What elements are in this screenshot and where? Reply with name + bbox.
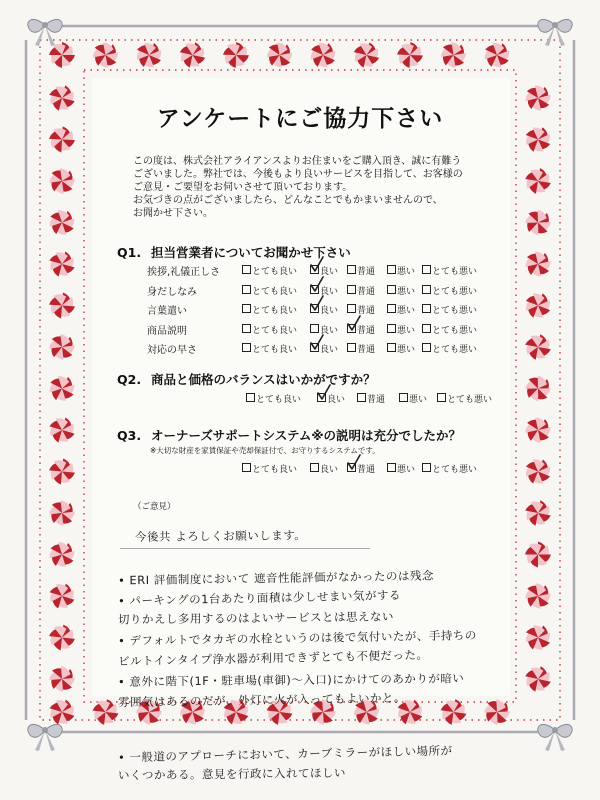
q1-option[interactable]	[242, 303, 297, 316]
pinwheel-ornament	[520, 329, 556, 365]
remark-line: • デフォルトでタカギの水栓というのは後で気付いたが、手持ちの	[117, 628, 477, 648]
option-label: 悪い	[397, 286, 416, 297]
option-label: 普通	[357, 465, 376, 475]
checkbox[interactable]	[422, 304, 431, 313]
checkbox[interactable]	[310, 463, 319, 472]
option-label: 良い	[327, 395, 346, 405]
q1-option[interactable]	[242, 342, 297, 355]
option-label: 普通	[357, 267, 376, 277]
option-label: とても悪い	[432, 345, 478, 355]
q3-option[interactable]	[347, 462, 375, 475]
checkbox[interactable]	[242, 324, 251, 333]
option-label: 普通	[357, 286, 376, 297]
checkbox[interactable]	[242, 463, 251, 472]
q1-option[interactable]	[422, 342, 477, 355]
q3-question: オーナーズサポートシステム※の説明は充分でしたか？	[151, 428, 462, 443]
pinwheel-ornament	[45, 620, 79, 654]
intro-line: お聞かせ下さい。	[133, 208, 213, 219]
q3-option[interactable]	[242, 462, 297, 475]
q2-number: Q2.	[117, 372, 142, 387]
q1-option[interactable]	[422, 284, 477, 297]
checkmark-icon	[309, 256, 325, 274]
checkbox[interactable]	[422, 343, 431, 352]
checkbox[interactable]	[310, 324, 319, 333]
q2-heading	[117, 370, 376, 388]
checkmark-icon	[316, 384, 332, 402]
option-label: 悪い	[397, 325, 416, 336]
pinwheel-ornament	[516, 201, 560, 245]
remark-line: 切りかえし多用するのはよいサービスとは思えない	[117, 609, 395, 627]
q2-option[interactable]	[357, 392, 385, 405]
option-label: 悪い	[397, 306, 416, 316]
pinwheel-ornament	[41, 202, 83, 244]
q2-option[interactable]	[399, 392, 427, 405]
option-label: とても悪い	[432, 465, 478, 475]
q1-number: Q1.	[117, 245, 142, 260]
pinwheel-ornament	[43, 693, 82, 732]
remark-line: ビルトインタイプ浄水器が利用できずとても不便だった。	[117, 647, 429, 669]
pinwheel-ornament	[43, 577, 82, 616]
pinwheel-ornament	[516, 574, 559, 617]
checkbox[interactable]	[387, 463, 396, 472]
q1-option[interactable]	[242, 284, 297, 297]
pinwheel-ornament	[43, 411, 81, 449]
option-label: 良い	[320, 325, 339, 336]
pinwheel-ornament	[520, 163, 556, 199]
checkbox[interactable]	[357, 393, 366, 402]
option-label: 悪い	[397, 465, 416, 475]
option-label: 良い	[320, 306, 339, 316]
q3-option[interactable]	[310, 462, 338, 475]
q3-number: Q3.	[117, 428, 142, 443]
q1-option[interactable]	[347, 342, 375, 355]
pinwheel-ornament	[40, 491, 84, 535]
q1-option[interactable]	[242, 264, 297, 277]
pinwheel-ornament	[129, 35, 170, 76]
checkbox[interactable]	[422, 285, 431, 294]
pinwheel-ornament	[41, 368, 83, 410]
option-label: とても良い	[252, 325, 298, 336]
q2-option[interactable]	[437, 392, 492, 405]
intro-line: この度は、株式会社アライアンスよりお住まいをご購入頂き、誠に有難う	[133, 156, 462, 167]
option-label: 普通	[357, 325, 376, 336]
pinwheel-ornament	[348, 36, 385, 73]
checkbox[interactable]	[246, 393, 255, 402]
pinwheel-ornament	[475, 690, 519, 734]
pinwheel-ornament	[41, 533, 83, 575]
pinwheel-ornament	[40, 657, 84, 701]
remark-line: • ERI 評価制度において 遮音性能評価がなかったのは残念	[117, 568, 434, 588]
pinwheel-ornament	[40, 159, 84, 203]
checkbox[interactable]	[242, 285, 251, 294]
pinwheel-ornament	[518, 285, 558, 325]
option-label: とても良い	[252, 306, 298, 316]
option-label: 良い	[320, 345, 339, 355]
q1-row	[147, 340, 497, 356]
checkbox[interactable]	[387, 324, 396, 333]
q1-question: 担当営業者についてお聞かせ下さい	[151, 245, 351, 260]
remarks-underline	[120, 548, 370, 549]
option-label: とても良い	[252, 286, 298, 297]
pinwheel-ornament	[394, 39, 426, 71]
q1-label: 身だしなみ	[147, 286, 197, 298]
checkbox[interactable]	[387, 285, 396, 294]
intro-line: ご意見・ご要望をお伺いさせて頂いております。	[133, 182, 353, 193]
q2-option[interactable]	[246, 392, 301, 405]
q3-heading	[117, 426, 461, 444]
option-label: 普通	[367, 395, 386, 405]
option-label: 悪い	[409, 395, 428, 405]
q1-option[interactable]	[387, 264, 415, 277]
pinwheel-ornament	[40, 325, 84, 369]
checkbox[interactable]	[347, 285, 356, 294]
checkbox[interactable]	[437, 393, 446, 402]
q1-option[interactable]	[387, 284, 415, 297]
q2-row	[147, 390, 497, 406]
remark-line: いくつかある。意見を行政に入れてほしい	[117, 765, 347, 783]
pinwheel-ornament	[436, 694, 471, 729]
q2-question: 商品と価格のバランスはいかがですか？	[151, 372, 376, 387]
checkbox[interactable]	[242, 343, 251, 352]
intro-line: ございました。弊社では、今後もより良いサービスを目指して、お客様の	[133, 169, 463, 180]
pinwheel-ornament	[517, 243, 560, 286]
option-label: 普通	[357, 345, 376, 355]
option-label: 普通	[357, 306, 376, 316]
option-label: とても良い	[256, 395, 302, 405]
pinwheel-ornament	[43, 245, 81, 283]
checkmark-icon	[346, 315, 362, 333]
pinwheel-ornament	[302, 34, 343, 75]
option-label: 良い	[320, 286, 339, 297]
q1-option[interactable]	[242, 323, 297, 336]
q3-option[interactable]	[387, 462, 415, 475]
remark-line: 今後共 よろしくお願いします。	[134, 528, 307, 544]
remark-line: • パーキングの1台あたり面積は少しせまい気がする	[117, 588, 402, 608]
option-label: とても悪い	[432, 286, 478, 297]
checkbox[interactable]	[347, 265, 356, 274]
option-label: とても悪い	[447, 395, 493, 405]
pinwheel-ornament	[516, 367, 560, 411]
remark-line: • 一般道のアプローチにおいて、カーブミラーがほしい場所が	[117, 743, 453, 765]
q3-note: ※大切な財産を家賃保証や売却保証付で、お守りするシステムです。	[150, 446, 380, 455]
remarks-label: （ご意見）	[133, 502, 176, 512]
checkbox[interactable]	[347, 343, 356, 352]
option-label: 悪い	[397, 267, 416, 277]
pinwheel-ornament	[45, 455, 79, 489]
option-label: とても悪い	[432, 306, 478, 316]
checkbox[interactable]	[422, 463, 431, 472]
q1-option[interactable]	[387, 323, 415, 336]
q3-option[interactable]	[422, 462, 477, 475]
remark-line: • 意外に階下(1F・駐車場(車御)〜入口)にかけてのあかりが暗い	[117, 671, 465, 689]
q3-row	[147, 460, 497, 476]
checkmark-icon	[309, 295, 325, 313]
q1-option[interactable]	[387, 303, 415, 316]
option-label: 良い	[320, 465, 339, 475]
q1-label: 言葉遣い	[147, 306, 187, 317]
checkbox[interactable]	[242, 265, 251, 274]
option-label: とても良い	[252, 345, 298, 355]
q1-row	[147, 301, 497, 317]
option-label: とても悪い	[432, 267, 478, 277]
checkbox[interactable]	[422, 265, 431, 274]
checkmark-icon	[309, 276, 325, 294]
pinwheel-ornament	[520, 661, 557, 698]
pinwheel-ornament	[518, 617, 559, 658]
checkbox[interactable]	[387, 304, 396, 313]
q1-option[interactable]	[310, 303, 338, 316]
checkbox[interactable]	[387, 343, 396, 352]
q1-option[interactable]	[422, 323, 477, 336]
checkbox[interactable]	[242, 304, 251, 313]
pinwheel-ornament	[174, 37, 211, 74]
q1-option[interactable]	[387, 342, 415, 355]
checkbox[interactable]	[347, 304, 356, 313]
option-label: とても良い	[252, 465, 298, 475]
intro-text	[133, 155, 503, 220]
pinwheel-ornament	[220, 39, 252, 71]
option-label: とても良い	[252, 267, 298, 277]
checkbox[interactable]	[387, 265, 396, 274]
page-title: アンケートにご協力下さい	[156, 106, 444, 132]
pinwheel-ornament	[45, 289, 78, 322]
option-label: 悪い	[397, 345, 416, 355]
intro-line: お気づきの点がございましたら、どんなことでもかまいませんので、	[133, 195, 443, 206]
q1-option[interactable]	[347, 264, 375, 277]
q1-label: 挨拶,礼儀正しさ	[147, 267, 221, 278]
option-label: とても悪い	[432, 325, 478, 336]
q2-option[interactable]	[317, 392, 345, 405]
q1-label: 商品説明	[147, 325, 187, 337]
q1-option[interactable]	[347, 323, 375, 336]
checkmark-icon	[309, 334, 325, 352]
pinwheel-ornament	[516, 408, 559, 451]
q1-option[interactable]	[422, 303, 477, 316]
checkbox[interactable]	[399, 393, 408, 402]
remark-line: 雰囲気はあるのだが、外灯に火が入ってもよいかと。	[117, 690, 407, 710]
pinwheel-ornament	[520, 495, 556, 531]
q1-option[interactable]	[310, 342, 338, 355]
q1-option[interactable]	[347, 284, 375, 297]
pinwheel-ornament	[518, 451, 559, 492]
checkmark-icon	[346, 454, 362, 472]
q1-option[interactable]	[422, 264, 477, 277]
pinwheel-ornament	[522, 539, 553, 570]
checkbox[interactable]	[422, 324, 431, 333]
q1-label: 対応の早さ	[147, 345, 197, 356]
option-label: 良い	[320, 267, 339, 277]
